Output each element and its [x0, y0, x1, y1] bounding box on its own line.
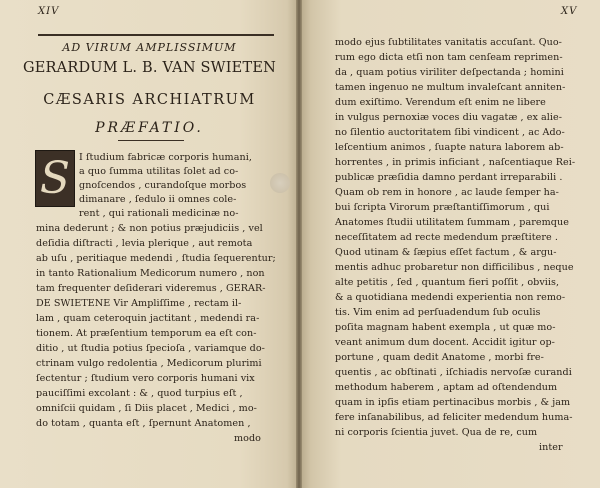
text-line: ſectentur ; ſtudium vero corporis humani vix — [36, 373, 255, 384]
text-line: Anatomes ſtudii utilitatem ſummam , paremque — [335, 217, 569, 228]
decorated-initial — [35, 150, 75, 207]
catchword: inter — [539, 442, 563, 453]
text-line: leſcentium animos , ſuapte natura laborem ab- — [335, 142, 564, 153]
book-gutter — [296, 0, 302, 488]
text-line: quentis , ac obſtinati , iſchiadis nervoſæ curandi — [335, 367, 572, 378]
text-line: poſita magnam habent exempla , ut quæ mo- — [335, 322, 556, 333]
text-line: in tanto Rationalium Medicorum numero , non — [36, 268, 265, 279]
text-line: do totam , quanta eſt , ſpernunt Anatomen , — [36, 418, 251, 429]
text-line: veant animum dum docent. Accidit igitur op- — [335, 337, 555, 348]
text-line: bui ſcripta Virorum præſtantiſſimorum , qui — [335, 202, 550, 213]
text-line: lam , quam ceteroquin jactitant , medendi ra- — [36, 313, 260, 324]
text-line: alte petitis , ſed , quantum fieri poſſit , obviis, — [335, 277, 560, 288]
text-line: ni corporis ſcientia juvet. Qua de re, cum — [335, 427, 538, 438]
text-line: tionem. At præſentium temporum ea eſt con- — [36, 328, 257, 339]
text-line: in vulgus pernoxiæ voces diu vagatæ , ex alie- — [335, 112, 563, 123]
text-line: a quo ſumma utilitas ſolet ad co- — [79, 166, 239, 177]
text-line: gnoſcendos , curandoſque morbos — [79, 180, 247, 191]
text-line: ab uſu , peritiaque medendi , ſtudia ſequerentur; — [36, 253, 276, 264]
text-line: DE SWIETENE Vir Ampliſſime , rectam il- — [36, 298, 242, 309]
text-line: no ſilentio auctoritatem ſibi vindicent , ac Ado- — [335, 127, 565, 138]
text-line: neceſſitatem ad recte medendum præſtitere . — [335, 232, 558, 243]
text-line: dimanare , ſedulo ii omnes cole- — [79, 194, 237, 205]
paper-blemish — [270, 173, 290, 193]
text-line: horrentes , in primis inficiant , naſcentiaque Rei- — [335, 157, 576, 168]
text-line: & a quotidiana medendi experientia non remo- — [335, 292, 566, 303]
text-line: publicæ præſidia damno perdant irreparabili . — [335, 172, 563, 183]
dedicatee-title: CÆSARIS ARCHIATRUM — [43, 92, 256, 108]
page-number-right: XV — [561, 6, 578, 17]
text-line: portune , quam dedit Anatome , morbi fre- — [335, 352, 544, 363]
text-line: fere inſanabilibus, ad feliciter medendum huma- — [335, 412, 573, 423]
text-line: tis. Vim enim ad perſuadendum ſub oculis — [335, 307, 541, 318]
text-line: ditio , ut ſtudia potius ſpecioſa , variamque do- — [36, 343, 265, 354]
text-line: rum ego dicta etſi non tam cenſeam reprimen- — [335, 52, 563, 63]
text-line: tamen ingenuo ne multum invaleſcant anniten- — [335, 82, 566, 93]
text-line: Quam ob rem in honore , ac laude ſemper ha- — [335, 187, 559, 198]
text-line: mina dederunt ; & non potius præjudiciis , vel — [36, 223, 263, 234]
text-line: omniſcii quidam , ſi Diis placet , Medici , mo- — [36, 403, 257, 414]
text-line: I ſtudium fabricæ corporis humani, — [79, 152, 252, 163]
header-rule — [38, 34, 274, 36]
text-line: methodum haberem , aptam ad oſtendendum — [335, 382, 558, 393]
text-line: dum exiſtimo. Verendum eſt enim ne libere — [335, 97, 546, 108]
text-line: mentis adhuc probaretur non difficilibus , neque — [335, 262, 574, 273]
text-line: Quod utinam & ſæpius eſſet factum , & argu- — [335, 247, 557, 258]
right-page — [299, 0, 600, 488]
text-line: ctrinam vulgo redolentia , Medicorum plurimi — [36, 358, 262, 369]
text-line: modo ejus ſubtilitates vanitatis accuſant. Quo- — [335, 37, 562, 48]
page-number-left: XIV — [38, 6, 60, 17]
section-rule — [118, 140, 184, 141]
dedication-line: AD VIRUM AMPLISSIMUM — [62, 41, 237, 54]
section-title: PRÆFATIO. — [95, 120, 204, 136]
text-line: rent , qui rationali medicinæ no- — [79, 208, 239, 219]
text-line: tam frequenter deſiderari videremus , GERAR- — [36, 283, 266, 294]
text-line: deſidia diſtracti , levia plerique , aut remota — [36, 238, 253, 249]
text-line: da , quam potius viriliter deſpectanda ; homini — [335, 67, 564, 78]
text-line: pauciſſimi excolant : & , quod turpius eſt , — [36, 388, 243, 399]
catchword: modo — [234, 433, 261, 444]
initial-letter: S — [39, 152, 71, 204]
left-page — [0, 0, 299, 488]
dedicatee-name: GERARDUM L. B. VAN SWIETEN — [22, 60, 277, 76]
text-line: quam in ipſis etiam pertinacibus morbis , & jam — [335, 397, 571, 408]
